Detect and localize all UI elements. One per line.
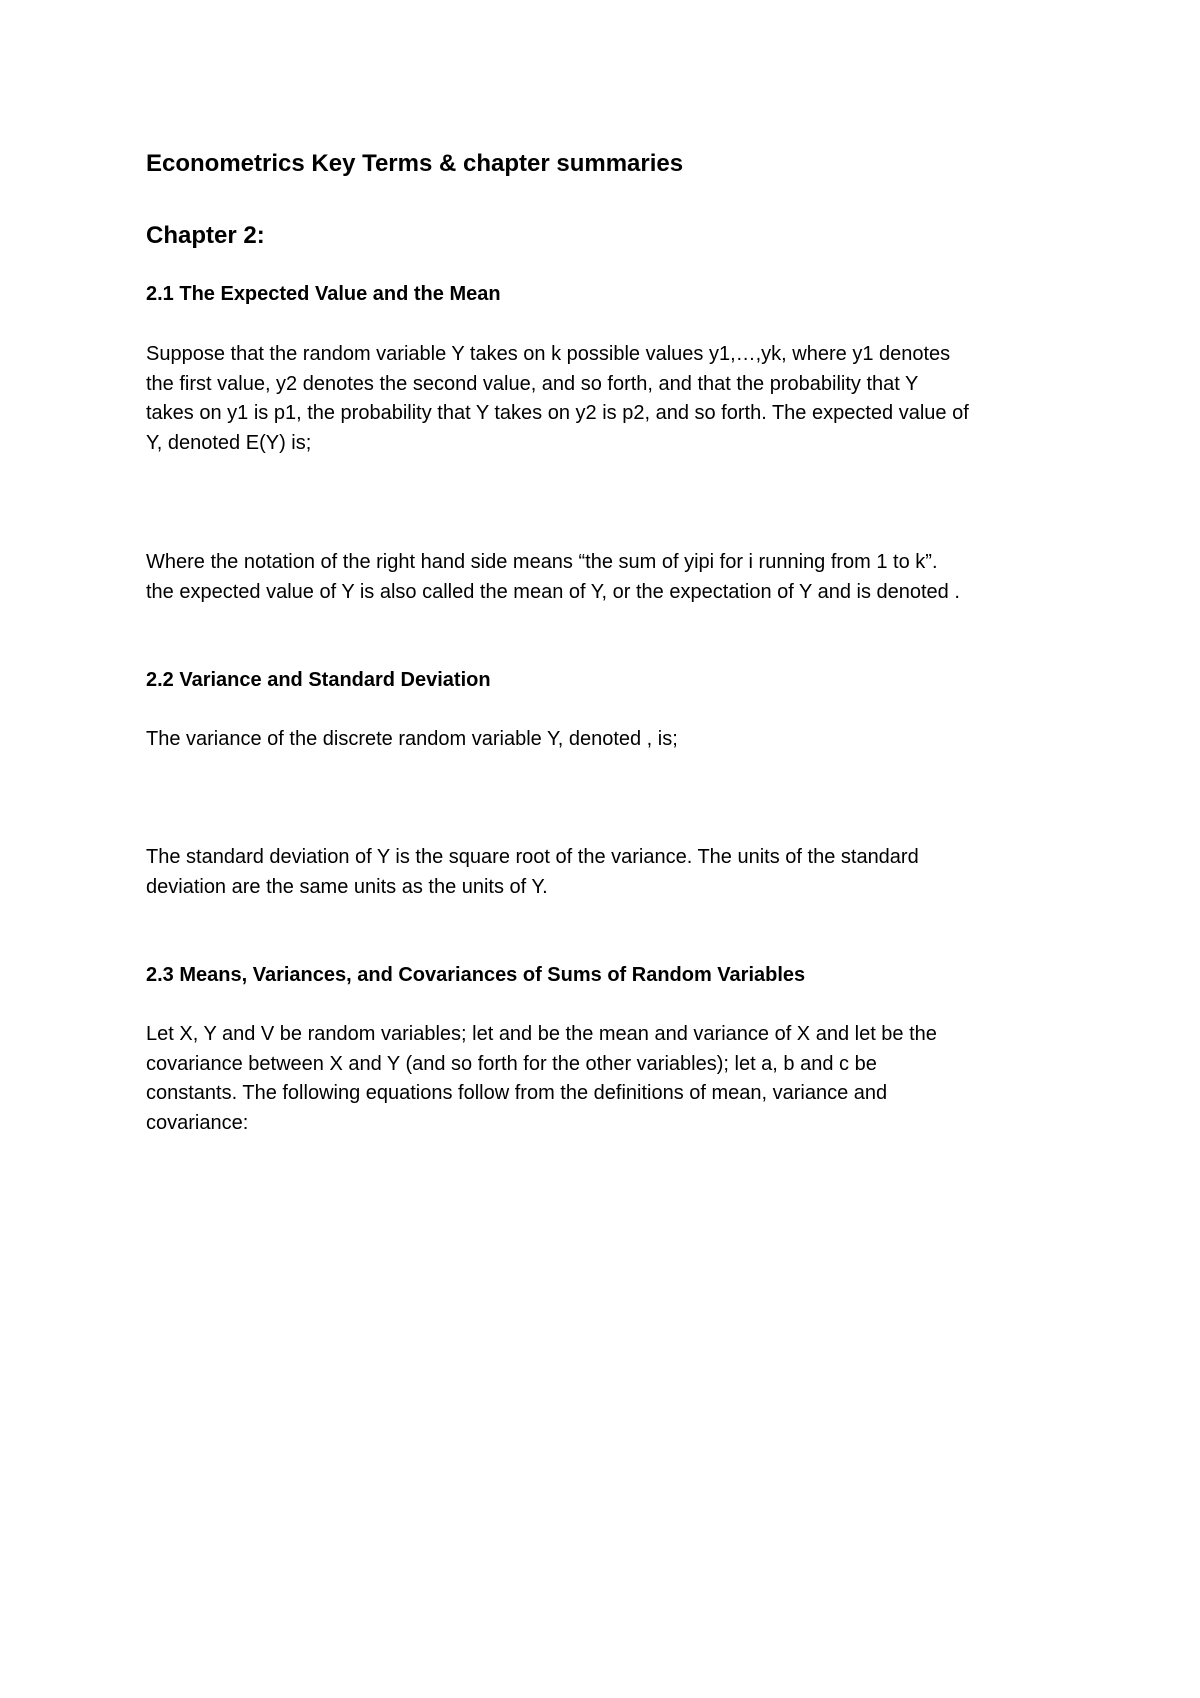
text-line: The standard deviation of Y is the square root of the variance. The units of the standard — [146, 846, 919, 868]
text-line: Suppose that the random variable Y takes on k possible values y1,…,yk, where y1 denotes — [146, 343, 951, 365]
section-heading-2-1: 2.1 The Expected Value and the Mean — [146, 283, 501, 305]
section-heading-2-3: 2.3 Means, Variances, and Covariances of Sums of Random Variables — [146, 964, 806, 986]
text-line: takes on y1 is p1, the probability that Y takes on y2 is p2, and so forth. The expected value of — [146, 402, 969, 424]
document-title: Econometrics Key Terms & chapter summaries — [146, 150, 684, 177]
text-line: Y, denoted E(Y) is; — [146, 431, 312, 454]
text-line: covariance between X and Y (and so forth for the other variables); let a, b and c be — [146, 1052, 877, 1075]
text-line: The variance of the discrete random variable Y, denoted , is; — [146, 728, 678, 750]
text-line: the expected value of Y is also called the mean of Y, or the expectation of Y and is denoted . — [146, 580, 960, 603]
section-heading-2-2: 2.2 Variance and Standard Deviation — [146, 669, 491, 691]
paragraph-expected-value — [146, 340, 1076, 458]
text-line: Let X, Y and V be random variables; let and be the mean and variance of X and let be the — [146, 1023, 937, 1045]
paragraph-variance — [146, 725, 1076, 755]
text-line: deviation are the same units as the units of Y. — [146, 875, 548, 898]
text-line: Where the notation of the right hand side means “the sum of yipi for i running from 1 to k”. — [146, 551, 938, 573]
text-line: covariance: — [146, 1111, 249, 1134]
paragraph-standard-deviation — [146, 843, 1076, 902]
text-line: the first value, y2 denotes the second value, and so forth, and that the probability that Y — [146, 372, 919, 395]
paragraph-sums-of-random-variables — [146, 1020, 1076, 1138]
chapter-heading: Chapter 2: — [146, 222, 265, 249]
paragraph-notation — [146, 548, 1076, 607]
text-line: constants. The following equations follow from the definitions of mean, variance and — [146, 1082, 888, 1104]
